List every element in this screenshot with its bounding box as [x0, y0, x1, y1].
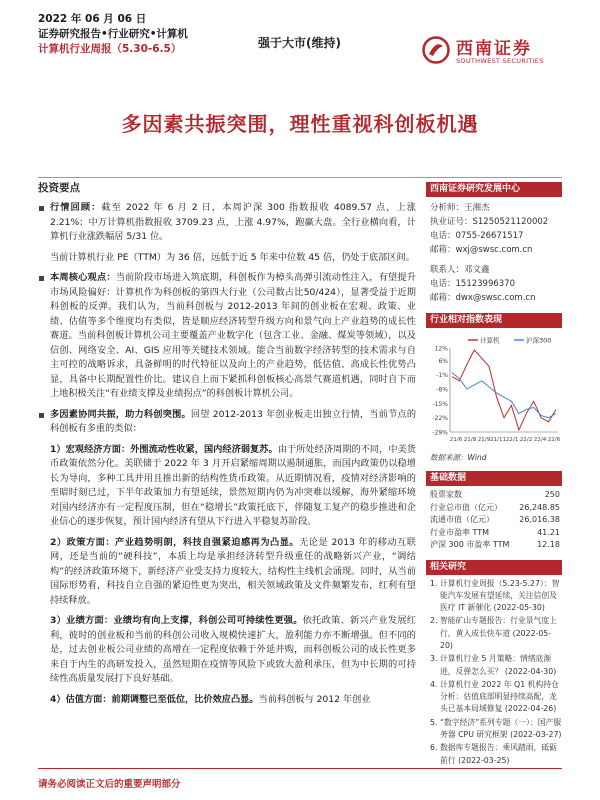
related-research-text: 计算机行业周报（5.23-5.27）：智能汽车发展有望延续，关注信创及医疗 IT 新催化 (2022-05-30) — [440, 578, 560, 613]
basic-data-row — [430, 502, 560, 515]
related-research-text: 数据库专题报告：乘风踏雨，砥砺前行 (2022-03-25) — [440, 743, 557, 765]
chart-y-tick-label: -8% — [436, 386, 448, 394]
sidebar-center-title: 西南证券研究发展中心 — [426, 182, 562, 197]
analyst-email: 邮箱：wxj@swsc.com.cn — [430, 245, 533, 255]
related-research-number: 1. — [430, 578, 438, 588]
paragraph-market-review — [38, 201, 416, 245]
related-research-number: 6. — [430, 743, 438, 753]
basic-data-key: 行业总市值（亿元） — [430, 502, 502, 512]
basic-data-key: 行业市盈率 TTM — [430, 527, 490, 537]
basic-data-value: 41.21 — [537, 527, 560, 537]
related-research-item[interactable] — [430, 615, 562, 652]
contact-label: 联系人： — [430, 265, 465, 275]
text-core-view: 当前阶段市场进入筑底期，科创板作为樟头高弹引流动性注入，有望提升市场风险偏好：计算机作为科创板的第四大行业（公司数占比50/424），显著受益于近期科创板的反弹。我们认为，当前科创板与 2012-2013 年间的创业板在宏观、政策、业绩、估值等多个维度均有类似，皆是顺应经济转型升级方向和景气向上产业趋势的成长性赛道。当前科创板计算机公司主要覆盖产业数字化（包含工业、金融、煤炭等领域），以及信创、网络安全、AI、GIS 应用等关键技术领域。能合当前数字经济转型的技术需求与自主可控的战略诉求，具备鲜明的时代特征以及向上的产业趋势，低估值、高成长性优势凸显，具备中长期配置性价比。建议自上而下紧抓科创板核心高景气赛道机遇，同时自下而上地积极关注“有业绩支撑及业绩拐点”的科创板计算机公司。 — [50, 272, 417, 399]
basic-data-key: 沪深 300 市盈率 TTM — [430, 540, 510, 549]
chart-x-tick-label: 21/9 — [477, 437, 491, 443]
report-name: 计算机行业周报（5.30-6.5） — [38, 43, 182, 55]
chart-y-tick-label: -29% — [432, 429, 448, 437]
lead-valuation-compare: 4）估值方面：前期调整已至低位，比价效应凸显。 — [50, 693, 259, 705]
analyst-info — [426, 197, 562, 305]
report-title: 多因素共振突围，理性重视科创板机遇 — [121, 112, 479, 136]
basic-data-key: 流通市值（亿元） — [430, 515, 494, 524]
basic-data-row — [430, 489, 560, 502]
section-heading: 投资要点 — [38, 182, 80, 194]
paragraph-policy — [38, 536, 416, 609]
related-research-item[interactable] — [430, 742, 562, 767]
report-header — [38, 12, 188, 57]
paragraph-core-view — [38, 271, 416, 402]
chart-y-tick-label: 6% — [438, 357, 448, 365]
lead-resonance: 多因素协同共振，助力科创突围。 — [50, 408, 191, 420]
related-research-number: 2. — [430, 616, 438, 626]
related-research-item[interactable] — [430, 578, 562, 615]
basic-data-table — [426, 486, 562, 552]
chart-y-tick-label: 12% — [434, 345, 448, 353]
basic-data-value: 250 — [544, 490, 560, 499]
sidebar — [426, 182, 562, 768]
chart-y-tick-label: -22% — [432, 415, 448, 423]
chart-x-tick-label: 21/6 — [449, 437, 463, 443]
basic-data-title: 基础数据 — [426, 471, 562, 486]
chart-legend-label: 沪深300 — [526, 336, 552, 345]
chart-series-line-hs300 — [452, 373, 556, 418]
chart-x-tick-label: 21/8 — [463, 437, 477, 443]
text-market-review: 截至 2022 年 6 月 2 日，本周沪深 300 指数报收 4089.57 点，上涨 2.21%；中万计算机指数报收 3709.23 点，上涨 4.97%，跑赢大盘。全行业横向看，计算机行业涨跌幅居 5/31 位。 — [50, 202, 416, 242]
logo-text-cn: 西南证券 — [456, 39, 532, 59]
paragraph-valuation — [38, 251, 416, 266]
footer-divider — [38, 768, 562, 769]
analyst-name: 王湘杰 — [464, 203, 490, 213]
basic-data-value: 26,248.85 — [519, 502, 560, 512]
related-research-list — [426, 575, 562, 767]
chart-svg — [426, 332, 562, 450]
paragraph-macro — [38, 443, 416, 530]
text-resonance: 回望 2012-2013 年创业板走出独立行情，当前节点的科创板有多重的类似： — [50, 408, 417, 434]
text-policy: 无论是 2013 年的移动互联网，还是当前的“硬科技”，本质上均是承担经济转型升级重任的战略新兴产业，“调结构”的经济政策环境下，新经济产业受支持力度较大，结构性主线机会涌现。同时，从当前国际形势看，科技自立自强的紧迫性更为突出，相关领域政策及文件频繁发布，红利有望持续释放。 — [50, 536, 416, 606]
lead-core-view: 本周核心观点： — [50, 272, 116, 283]
contact-email: 邮箱：dwx@swsc.com.cn — [430, 293, 536, 303]
related-research-title: 相关研究 — [426, 560, 562, 575]
chart-series-line-computer — [452, 350, 556, 430]
chart-x-tick-label: 22/2 — [519, 437, 533, 443]
lead-policy: 2）政策方面：产业趋势明朗，科技自强紧迫感再为凸显。 — [50, 536, 300, 548]
related-research-item[interactable] — [430, 653, 562, 678]
related-research-number: 5. — [430, 717, 438, 727]
logo-text-en: SOUTHWEST SECURITIES — [456, 57, 544, 65]
contact-line — [430, 263, 562, 277]
related-research-text: 智能矿山专题报告：行业景气度上行，黄入成长快车道 (2022-05-20) — [440, 616, 557, 650]
analyst-label: 分析师： — [430, 203, 465, 213]
basic-data-row — [430, 514, 560, 527]
lead-earnings: 3）业绩方面：业绩均有向上支撑，科创公司可持续性更强。 — [50, 615, 303, 626]
lead-macro: 1）宏观经济方面：外围流动性收紧，国内经济弱复苏。 — [50, 443, 278, 455]
analyst-line — [430, 201, 562, 215]
chart-x-tick-label: 22/6 — [547, 437, 561, 443]
text-valuation-compare: 当前科创板与 2012 年创业 — [258, 693, 371, 705]
chart-legend-label: 计算机 — [480, 336, 500, 345]
relative-index-chart — [426, 332, 562, 450]
related-research-number: 3. — [430, 654, 438, 664]
report-category: 证券研究报告•行业研究•计算机 — [38, 28, 188, 40]
text-earnings: 依托政策、新兴产业发展红利，彼时的创业板和当前的科创公司收入规模快速扩大，盈利能力亦不断增强。但不同的是，过去创业板公司业绩的高增在一定程度依赖于外延并购，而科创板公司的成长性更多来自于内生的高研发投入，虽然短期在疫情等风险下或致大盈利承压，但为中长期的可持续性高质量发展打下良好基础。 — [50, 615, 416, 684]
logo-mark-icon — [422, 36, 450, 64]
chart-x-tick-label: 21/11 — [489, 437, 507, 443]
related-research-text: 计算机行业 5 月策略：情绪底渐进，反弹怎么买？ (2022-04-30) — [440, 654, 557, 676]
chart-x-tick-label: 22/4 — [533, 437, 547, 443]
chart-y-tick-label: -1% — [436, 372, 448, 380]
chart-title: 行业相对指数表现 — [426, 313, 562, 328]
lead-market-review: 行情回顾： — [50, 202, 102, 213]
main-content — [38, 180, 416, 707]
rating-label: 强于大市(维持) — [258, 36, 341, 50]
analyst-cert: 执业证号：S1250521120002 — [430, 217, 549, 227]
related-research-item[interactable] — [430, 679, 562, 716]
chart-y-tick-label: -15% — [432, 400, 448, 408]
contact-phone: 电话：15123996370 — [430, 279, 515, 289]
analyst-phone: 电话：0755-26671517 — [430, 231, 524, 241]
header-divider — [38, 177, 562, 178]
chart-x-tick-label: 22/1 — [505, 437, 519, 443]
report-date: 2022 年 06 月 06 日 — [38, 13, 147, 25]
chart-source: 数据来源：Wind — [430, 453, 487, 462]
basic-data-value: 26,016.38 — [519, 515, 560, 524]
related-research-text: 计算机行业 2022 年 Q1 机构持仓分析：估值底部明显持续高配，龙头已基本局域修复 (2022-04-26) — [440, 679, 559, 714]
company-logo — [422, 34, 572, 74]
basic-data-row — [430, 527, 560, 540]
text-macro: 由于所处经济周期的不同，中美货币政策依然分化。美联储于 2022 年 3 月开启紧缩周期以遏制通胀，而国内政策仍以稳增长为导向，多种工具并用且推出新的结构性货币政策。从近期情况看，疫情对经济影响的至暗时刻已过，下半年政策加力有望延续，景然短期内仍为冲突难以缓解，海外紧缩环境对国内经济亦有一定程度压制，但在“稳增长”政策托底下，伴随复工复产的稳步推进和企业信心的逐步恢复，预计国内经济有望从下行进入平稳复苏阶段。 — [50, 443, 416, 527]
paragraph-resonance — [38, 408, 416, 437]
paragraph-valuation-compare — [38, 693, 416, 708]
paragraph-earnings — [38, 614, 416, 687]
related-research-text: “数字经济”系列专题（一）：国产服务器 CPU 研究框架 (2022-03-27) — [440, 717, 562, 740]
text-valuation: 当前计算机行业 PE（TTM）为 36 倍，远低于近 5 年来中位数 45 倍，仍处于底部区间。 — [50, 251, 415, 263]
basic-data-key: 股票家数 — [430, 490, 462, 499]
footer-disclaimer: 请务必阅读正文后的重要声明部分 — [38, 779, 181, 790]
related-research-item[interactable] — [430, 717, 562, 742]
basic-data-value: 12.18 — [537, 540, 560, 549]
basic-data-row — [430, 539, 560, 552]
related-research-number: 4. — [430, 679, 438, 689]
contact-name: 邓文鑫 — [464, 265, 490, 275]
